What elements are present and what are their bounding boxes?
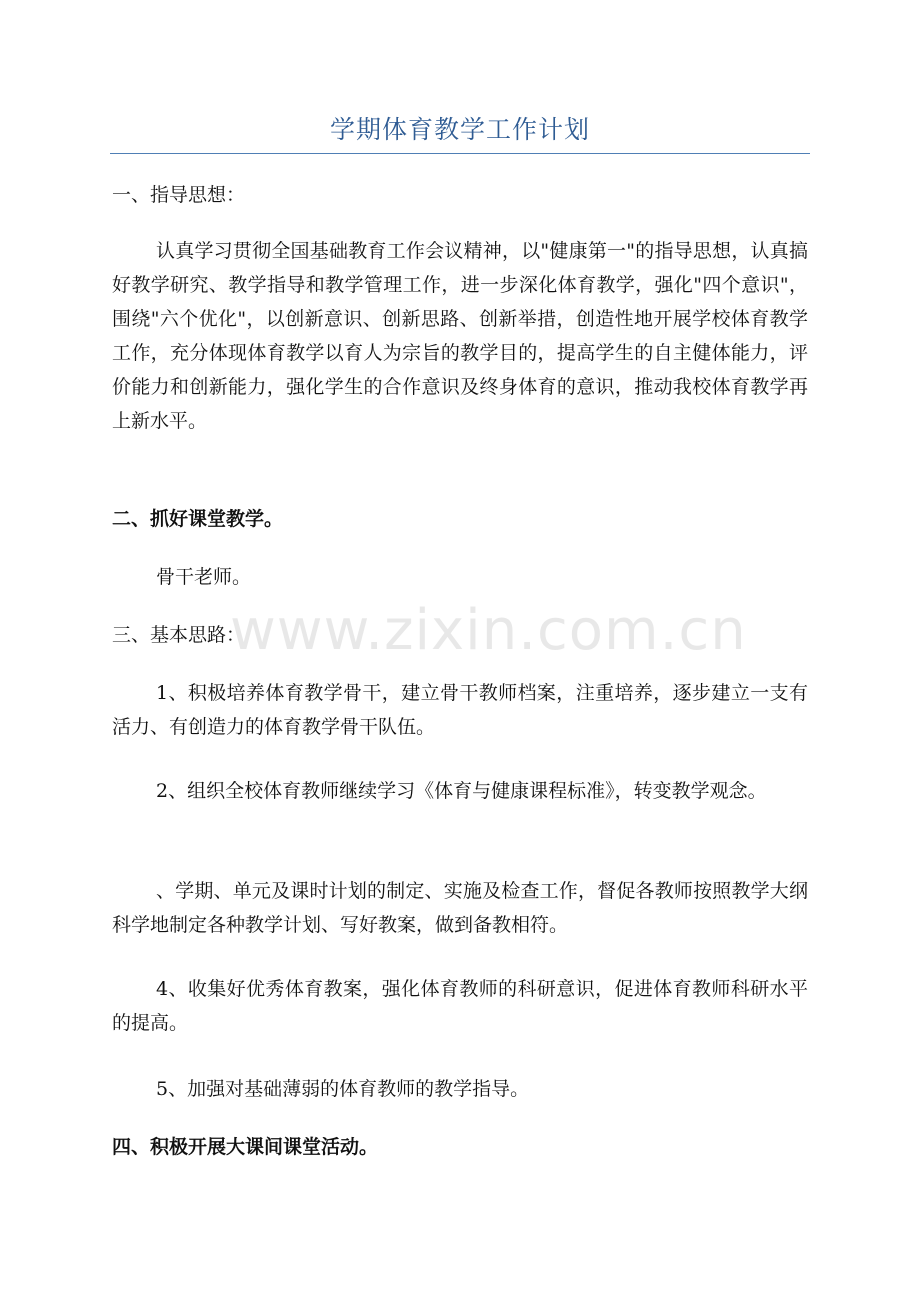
section-4-heading: 四、积极开展大课间课堂活动。: [112, 1136, 379, 1158]
section-2-paragraph: 骨干老师。: [156, 566, 252, 588]
list-item: 4、收集好优秀体育教案，强化体育教师的科研意识，促进体育教师科研水平的提高。: [112, 978, 808, 1034]
section-1-heading: 一、指导思想：: [112, 184, 246, 206]
title-divider: [110, 153, 810, 154]
list-item: 1、积极培养体育教学骨干，建立骨干教师档案，注重培养，逐步建立一支有活力、有创造力的体育教学骨干队伍。: [112, 682, 808, 738]
list-item: 5、加强对基础薄弱的体育教师的教学指导。: [156, 1078, 530, 1100]
list-item: 2、组织全校体育教师继续学习《体育与健康课程标准》，转变教学观念。: [156, 780, 767, 802]
watermark: www.zixin.com.cn: [230, 598, 747, 663]
section-3-heading: 三、基本思路：: [112, 624, 246, 646]
section-1-paragraph: 认真学习贯彻全国基础教育工作会议精神，以"健康第一"的指导思想，认真搞好教学研究、教学指导和教学管理工作，进一步深化体育教学，强化"四个意识"，围绕"六个优化"，以创新意识、创新思路、创新举措，创造性地开展学校体育教学工作，充分体现体育教学以育人为宗旨的教学目的，提高学生的自主健体能力，评价能力和创新能力，强化学生的合作意识及终身体育的意识，推动我校体育教学再上新水平。: [112, 240, 808, 432]
list-item: 、学期、单元及课时计划的制定、实施及检查工作，督促各教师按照教学大纲科学地制定各种教学计划、写好教案，做到备教相符。: [112, 880, 808, 936]
document-title: 学期体育教学工作计划: [329, 115, 590, 144]
section-2-heading: 二、抓好课堂教学。: [112, 508, 284, 530]
